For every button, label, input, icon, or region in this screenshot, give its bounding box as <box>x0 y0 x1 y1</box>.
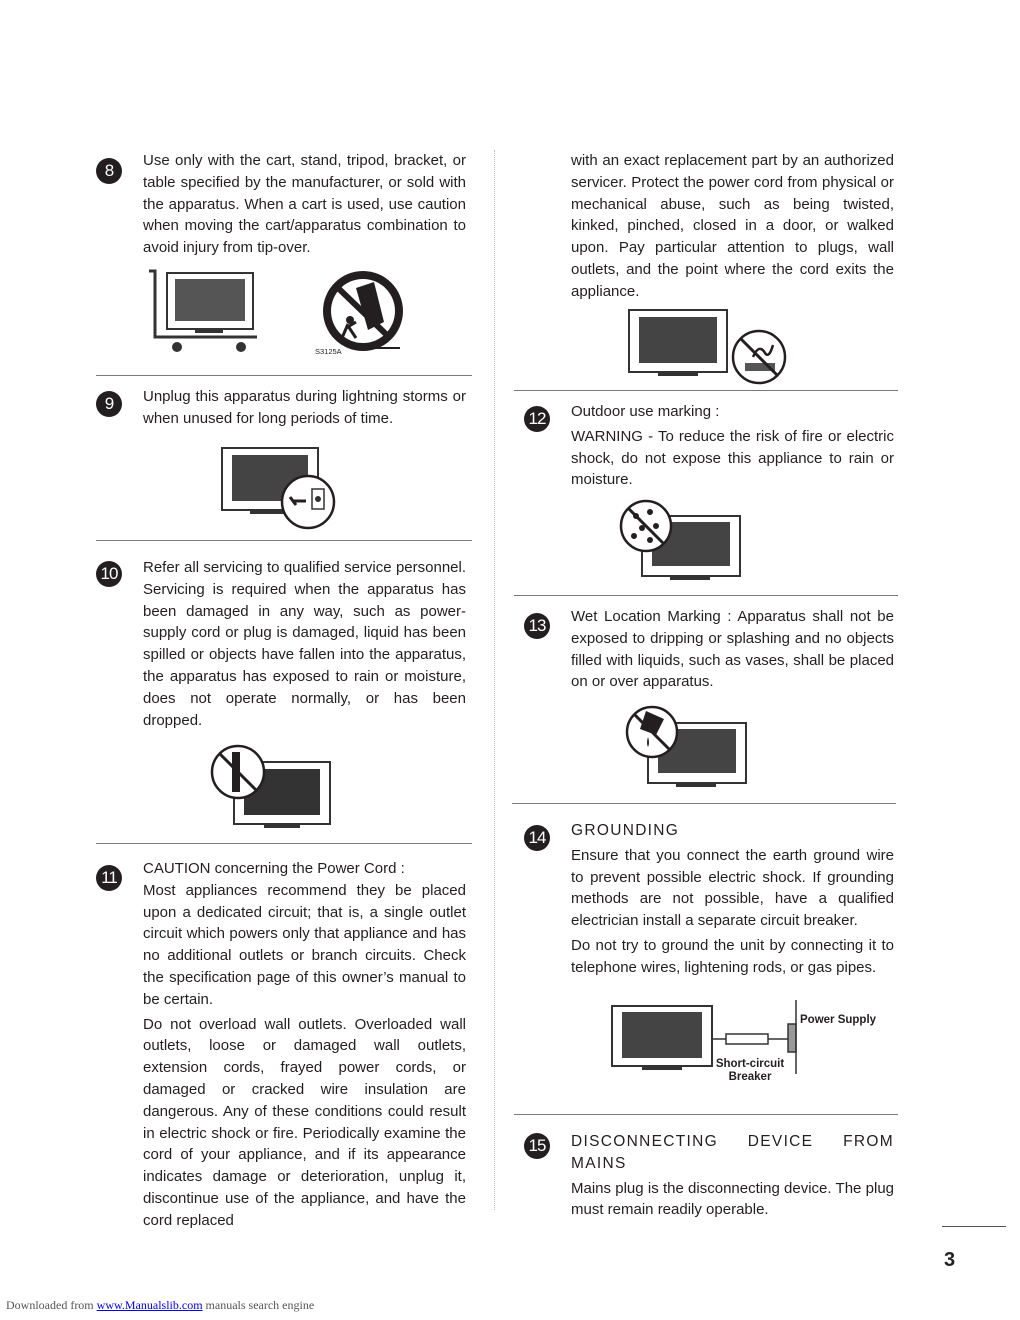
item-10-text: Refer all servicing to qualified service personnel. Servicing is required when the apparatus has been damaged in any way, such as power-supply cord or plug is damaged, liquid has been spilled or objects have fallen into the apparatus, the apparatus has exposed to rain or moisture, does not operate normally, or has been dropped. <box>143 559 466 729</box>
item-11-text-continued: with an exact replacement part by an authorized servicer. Protect the power cord from physical or mechanical abuse, such as being twisted, kinked, pinched, closed in a door, or walked upon. Pay particular attention to plugs, wall outlets, and the point where the cord exits the appliance. <box>571 152 894 300</box>
column-divider <box>494 150 495 1210</box>
item-14-text: GROUNDING Ensure that you connect the earth ground wire to prevent possible electric shock. If grounding methods are not possible, have a qualified electrician install a separate circuit breaker. Do not try to ground the unit by connecting it to telephone wires, lightening rods, or gas pipes. <box>571 822 894 976</box>
item-9-text: Unplug this apparatus during lightning storms or when unused for long periods of time. <box>143 388 466 427</box>
item-8-text: Use only with the cart, stand, tripod, bracket, or table specified by the manufacturer, or sold with the apparatus. When a cart is used, use caution when moving the cart/apparatus combination to avoid injury from tip-over. <box>143 152 466 257</box>
divider <box>96 843 472 844</box>
rain-warning-illustration <box>616 498 746 586</box>
power-cord-caution-title: CAUTION concerning the Power Cord : <box>143 860 405 877</box>
figure-code: S3125A <box>315 347 342 356</box>
item-11-text: CAUTION concerning the Power Cord : Most appliances recommend they be placed upon a dedicated circuit; that is, a single outlet circuit which powers only that appliance and has no additional outlets or branch circuits. Check the specification page of this owner’s manual to be certain. Do not overload wall outlets. Overloaded wall outlets, loose or damaged wall outlets, extension cords, frayed power cords, or damaged or cracked wire insulation are dangerous. Any of these conditions could result in electric shock or fire. Periodically examine the cord of your appliance, and if its appearance indicates damage or deterioration, unplug it, discontinue use of the appliance, and have the cord replaced <box>143 860 466 1229</box>
item-number-badge: 13 <box>524 613 550 639</box>
item-number-badge: 11 <box>96 865 122 891</box>
item-number-badge: 10 <box>96 561 122 587</box>
item-12-text: Outdoor use marking : WARNING - To reduce the risk of fire or electric shock, do not expose this appliance to rain or moisture. <box>571 403 894 489</box>
item-number-badge: 9 <box>96 391 122 417</box>
protect-cord-illustration <box>625 305 790 387</box>
divider <box>96 375 472 376</box>
grounding-heading: GROUNDING <box>571 822 680 839</box>
item-number-badge: 14 <box>524 825 550 851</box>
divider <box>96 540 472 541</box>
outdoor-use-title: Outdoor use marking : <box>571 403 720 420</box>
page-number-rule <box>942 1226 1006 1227</box>
disconnecting-device-heading: DISCONNECTING DEVICE FROM MAINS <box>571 1133 894 1172</box>
no-self-service-illustration <box>208 742 338 834</box>
item-number-badge: 8 <box>96 158 122 184</box>
item-13-text: Wet Location Marking : Apparatus shall not be exposed to dripping or splashing and no objects filled with liquids, such as vases, shall be placed on or over apparatus. <box>571 608 894 691</box>
unplug-tv-illustration <box>220 445 340 531</box>
manualslib-link[interactable]: www.Manualslib.com <box>96 1298 203 1312</box>
no-liquids-illustration <box>622 703 752 795</box>
short-circuit-breaker-label: Short-circuit Breaker <box>715 1058 785 1083</box>
divider <box>512 803 896 804</box>
divider <box>514 1114 898 1115</box>
item-15-text: DISCONNECTING DEVICE FROM MAINS Mains plug is the disconnecting device. The plug must remain readily operable. <box>571 1133 894 1219</box>
power-supply-label: Power Supply <box>800 1014 877 1026</box>
item-number-badge: 15 <box>524 1133 550 1159</box>
item-number-badge: 12 <box>524 406 550 432</box>
tv-on-cart-illustration <box>145 265 285 355</box>
page-number: 3 <box>944 1249 956 1271</box>
download-footer: Downloaded from www.Manualslib.com manuals search engine <box>6 1298 315 1312</box>
divider <box>514 595 898 596</box>
divider <box>514 390 898 391</box>
